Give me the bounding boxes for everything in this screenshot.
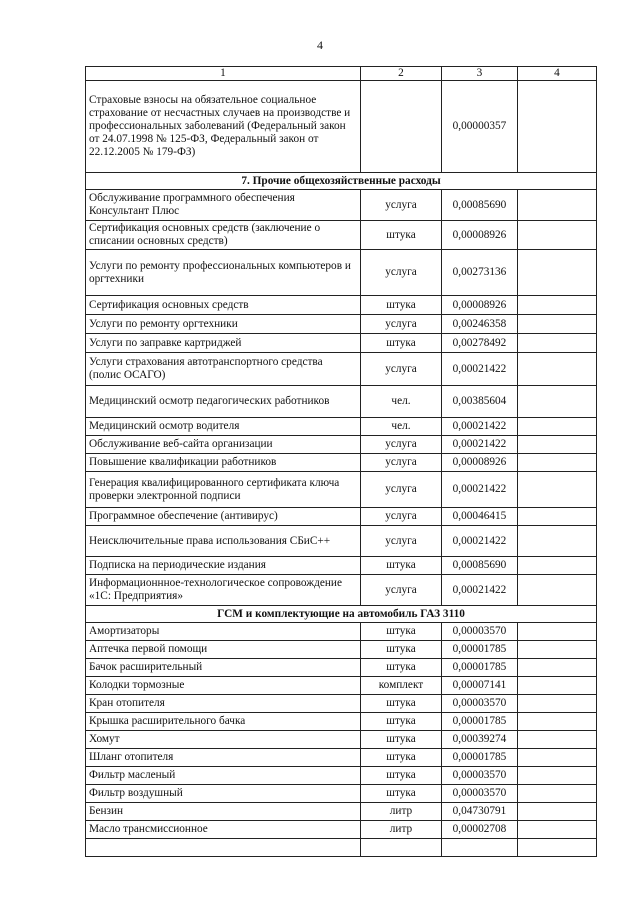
item-name: Программное обеспечение (антивирус) <box>86 508 361 526</box>
table-row <box>86 557 597 575</box>
item-unit: услуга <box>361 190 442 221</box>
item-value: 0,00001785 <box>442 641 518 659</box>
item-unit: штука <box>361 695 442 713</box>
table-row <box>86 659 597 677</box>
item-unit: услуга <box>361 454 442 472</box>
item-unit: услуга <box>361 526 442 557</box>
item-name: Обслуживание веб-сайта организации <box>86 436 361 454</box>
item-name: Медицинский осмотр водителя <box>86 418 361 436</box>
item-unit: штука <box>361 296 442 315</box>
table-row <box>86 221 597 250</box>
section-title: 7. Прочие общехозяйственные расходы <box>86 173 597 190</box>
item-unit: штука <box>361 557 442 575</box>
item-name: Информационнное-технологическое сопровождение «1С: Предприятия» <box>86 575 361 606</box>
item-extra <box>518 623 597 641</box>
table-row <box>86 803 597 821</box>
item-extra <box>518 749 597 767</box>
item-extra <box>518 713 597 731</box>
item-name: Страховые взносы на обязательное социальное страхование от несчастных случаев на производстве и профессиональных заболеваний (Федеральный закон от 24.07.1998 № 125-ФЗ, Федеральный закон от 22.12.2005 № 179-ФЗ) <box>86 81 361 173</box>
item-value: 0,00021422 <box>442 575 518 606</box>
item-name <box>86 839 361 857</box>
table-row <box>86 677 597 695</box>
item-unit: литр <box>361 821 442 839</box>
item-name: Услуги по ремонту оргтехники <box>86 315 361 334</box>
item-extra <box>518 221 597 250</box>
item-unit: штука <box>361 767 442 785</box>
item-value: 0,00021422 <box>442 353 518 386</box>
item-name: Амортизаторы <box>86 623 361 641</box>
table-header-row <box>86 67 597 81</box>
item-name: Бензин <box>86 803 361 821</box>
item-value: 0,00008926 <box>442 296 518 315</box>
item-value: 0,00039274 <box>442 731 518 749</box>
item-unit: литр <box>361 803 442 821</box>
item-unit: штука <box>361 749 442 767</box>
item-name: Медицинский осмотр педагогических работников <box>86 386 361 418</box>
item-extra <box>518 695 597 713</box>
item-extra <box>518 436 597 454</box>
table-row <box>86 821 597 839</box>
table-row <box>86 81 597 173</box>
table-row <box>86 731 597 749</box>
item-name: Аптечка первой помощи <box>86 641 361 659</box>
item-value: 0,00003570 <box>442 623 518 641</box>
table-row <box>86 454 597 472</box>
table-row <box>86 250 597 296</box>
item-unit: штука <box>361 334 442 353</box>
table-row <box>86 785 597 803</box>
item-unit <box>361 839 442 857</box>
item-unit: штука <box>361 785 442 803</box>
table-row <box>86 418 597 436</box>
table-row <box>86 386 597 418</box>
table-row <box>86 190 597 221</box>
table-row <box>86 334 597 353</box>
item-unit: услуга <box>361 315 442 334</box>
item-value: 0,00003570 <box>442 695 518 713</box>
item-unit <box>361 81 442 173</box>
item-value: 0,00008926 <box>442 221 518 250</box>
table-row <box>86 575 597 606</box>
item-value: 0,00001785 <box>442 659 518 677</box>
item-name: Сертификация основных средств <box>86 296 361 315</box>
item-value: 0,00003570 <box>442 767 518 785</box>
item-value: 0,00007141 <box>442 677 518 695</box>
item-value: 0,00085690 <box>442 557 518 575</box>
item-name: Крышка расширительного бачка <box>86 713 361 731</box>
item-extra <box>518 659 597 677</box>
item-name: Генерация квалифицированного сертификата ключа проверки электронной подписи <box>86 472 361 508</box>
item-unit: штука <box>361 623 442 641</box>
item-name: Сертификация основных средств (заключение о списании основных средств) <box>86 221 361 250</box>
item-name: Услуги по заправке картриджей <box>86 334 361 353</box>
item-value: 0,04730791 <box>442 803 518 821</box>
table-row <box>86 436 597 454</box>
table-row <box>86 353 597 386</box>
item-extra <box>518 767 597 785</box>
item-value: 0,00002708 <box>442 821 518 839</box>
item-name: Шланг отопителя <box>86 749 361 767</box>
item-unit: чел. <box>361 386 442 418</box>
item-name: Неисключительные права использования СБиС++ <box>86 526 361 557</box>
item-value: 0,00000357 <box>442 81 518 173</box>
table-row <box>86 749 597 767</box>
item-value: 0,00001785 <box>442 713 518 731</box>
item-unit: штука <box>361 731 442 749</box>
item-extra <box>518 641 597 659</box>
item-extra <box>518 821 597 839</box>
header-cell-3: 3 <box>442 67 518 81</box>
item-name: Подписка на периодические издания <box>86 557 361 575</box>
item-unit: услуга <box>361 508 442 526</box>
item-value: 0,00246358 <box>442 315 518 334</box>
item-extra <box>518 803 597 821</box>
item-name: Колодки тормозные <box>86 677 361 695</box>
table-row <box>86 713 597 731</box>
table-row <box>86 695 597 713</box>
item-value: 0,00001785 <box>442 749 518 767</box>
item-value: 0,00085690 <box>442 190 518 221</box>
item-unit: штука <box>361 713 442 731</box>
item-unit: услуга <box>361 472 442 508</box>
item-value: 0,00021422 <box>442 436 518 454</box>
item-name: Услуги страхования автотранспортного средства (полис ОСАГО) <box>86 353 361 386</box>
table-row <box>86 508 597 526</box>
item-name: Бачок расширительный <box>86 659 361 677</box>
section-title: ГСМ и комплектующие на автомобиль ГАЗ 3110 <box>86 606 597 623</box>
item-extra <box>518 454 597 472</box>
item-extra <box>518 190 597 221</box>
item-unit: штука <box>361 221 442 250</box>
table-row <box>86 526 597 557</box>
item-unit: комплект <box>361 677 442 695</box>
header-cell-4: 4 <box>518 67 597 81</box>
item-unit: услуга <box>361 436 442 454</box>
item-unit: штука <box>361 641 442 659</box>
item-name: Фильтр воздушный <box>86 785 361 803</box>
item-extra <box>518 315 597 334</box>
item-value: 0,00273136 <box>442 250 518 296</box>
item-extra <box>518 731 597 749</box>
item-extra <box>518 839 597 857</box>
item-name: Хомут <box>86 731 361 749</box>
item-extra <box>518 472 597 508</box>
table-row <box>86 472 597 508</box>
item-unit: услуга <box>361 353 442 386</box>
item-unit: услуга <box>361 250 442 296</box>
item-value: 0,00046415 <box>442 508 518 526</box>
table-row <box>86 767 597 785</box>
item-name: Обслуживание программного обеспечения Консультант Плюс <box>86 190 361 221</box>
item-value: 0,00021422 <box>442 418 518 436</box>
norms-table <box>85 66 597 857</box>
item-name: Услуги по ремонту профессиональных компьютеров и оргтехники <box>86 250 361 296</box>
item-value: 0,00003570 <box>442 785 518 803</box>
header-cell-1: 1 <box>86 67 361 81</box>
item-extra <box>518 557 597 575</box>
page-number: 4 <box>317 38 323 52</box>
item-value: 0,00021422 <box>442 526 518 557</box>
item-extra <box>518 334 597 353</box>
table-row <box>86 641 597 659</box>
item-name: Повышение квалификации работников <box>86 454 361 472</box>
item-extra <box>518 418 597 436</box>
item-name: Кран отопителя <box>86 695 361 713</box>
item-extra <box>518 785 597 803</box>
table-row <box>86 296 597 315</box>
table-row <box>86 315 597 334</box>
section-row <box>86 606 597 623</box>
item-value <box>442 839 518 857</box>
item-extra <box>518 250 597 296</box>
item-extra <box>518 508 597 526</box>
item-extra <box>518 526 597 557</box>
item-value: 0,00021422 <box>442 472 518 508</box>
item-unit: услуга <box>361 575 442 606</box>
item-extra <box>518 353 597 386</box>
item-name: Масло трансмиссионное <box>86 821 361 839</box>
item-value: 0,00278492 <box>442 334 518 353</box>
table-row <box>86 623 597 641</box>
item-unit: штука <box>361 659 442 677</box>
item-extra <box>518 575 597 606</box>
item-unit: чел. <box>361 418 442 436</box>
item-extra <box>518 677 597 695</box>
section-row <box>86 173 597 190</box>
item-value: 0,00008926 <box>442 454 518 472</box>
item-name: Фильтр масленый <box>86 767 361 785</box>
table-row <box>86 839 597 857</box>
item-extra <box>518 296 597 315</box>
item-value: 0,00385604 <box>442 386 518 418</box>
item-extra <box>518 81 597 173</box>
header-cell-2: 2 <box>361 67 442 81</box>
item-extra <box>518 386 597 418</box>
